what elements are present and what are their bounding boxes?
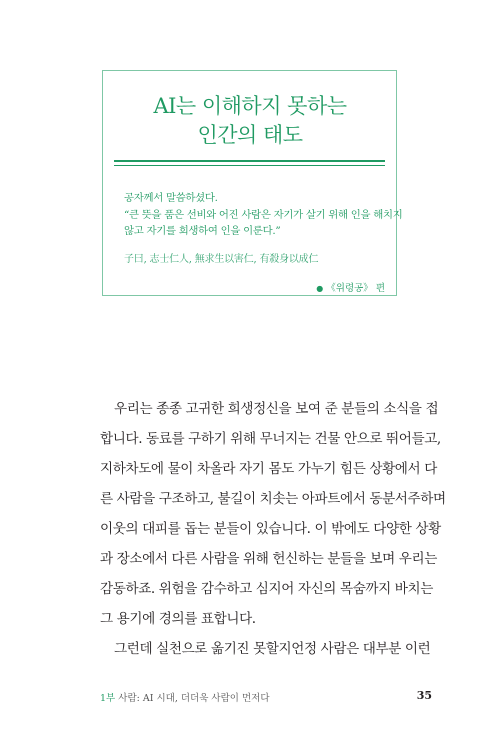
body-line: 우리는 종종 고귀한 희생정신을 보여 준 분들의 소식을 접 xyxy=(114,401,439,417)
epigraph-hanja: 子曰, 志士仁人, 無求生以害仁, 有殺身以成仁 xyxy=(124,254,319,265)
body-text xyxy=(100,394,446,664)
body-line: 과 장소에서 다른 사람을 위해 헌신하는 분들을 보며 우리는 xyxy=(100,551,437,567)
footer-section: 사람: AI 시대, 더더욱 사람이 먼저다 xyxy=(118,693,270,704)
body-line: 감동하죠. 위험을 감수하고 심지어 자신의 목숨까지 바치는 xyxy=(100,581,434,597)
chapter-title-line-1: AI는 이해하지 못하는 xyxy=(153,94,347,118)
title-divider xyxy=(114,160,385,166)
epigraph-source xyxy=(316,280,385,294)
body-line: 그런데 실천으로 옮기진 못할지언정 사람은 대부분 이런 xyxy=(114,641,431,657)
epigraph-line-1: 공자께서 말씀하셨다. xyxy=(124,192,218,204)
epigraph-line-2: “큰 뜻을 품은 선비와 어진 사람은 자기가 살기 위해 인을 해치지 xyxy=(124,208,403,221)
body-line: 합니다. 동료를 구하기 위해 무너지는 건물 안으로 뛰어들고, xyxy=(100,431,441,447)
page-number: 35 xyxy=(416,689,432,702)
body-line: 그 용기에 경의를 표합니다. xyxy=(100,611,256,627)
chapter-title xyxy=(0,92,500,150)
running-footer xyxy=(100,690,270,704)
bullet-icon: ● xyxy=(316,284,324,293)
epigraph-quote xyxy=(124,190,403,240)
epigraph-source-text: 《위령공》 편 xyxy=(326,283,385,294)
chapter-title-line-2: 인간의 태도 xyxy=(197,123,303,147)
body-line: 른 사람을 구조하고, 불길이 치솟는 아파트에서 동분서주하며 xyxy=(100,491,446,507)
footer-part: 1부 xyxy=(100,693,116,704)
body-line: 이웃의 대피를 돕는 분들이 있습니다. 이 밖에도 다양한 상황 xyxy=(100,521,441,537)
body-line: 지하차도에 물이 차올라 자기 몸도 가누기 힘든 상황에서 다 xyxy=(100,461,437,477)
epigraph-line-3: 않고 자기를 희생하여 인을 이룬다.” xyxy=(124,225,281,237)
